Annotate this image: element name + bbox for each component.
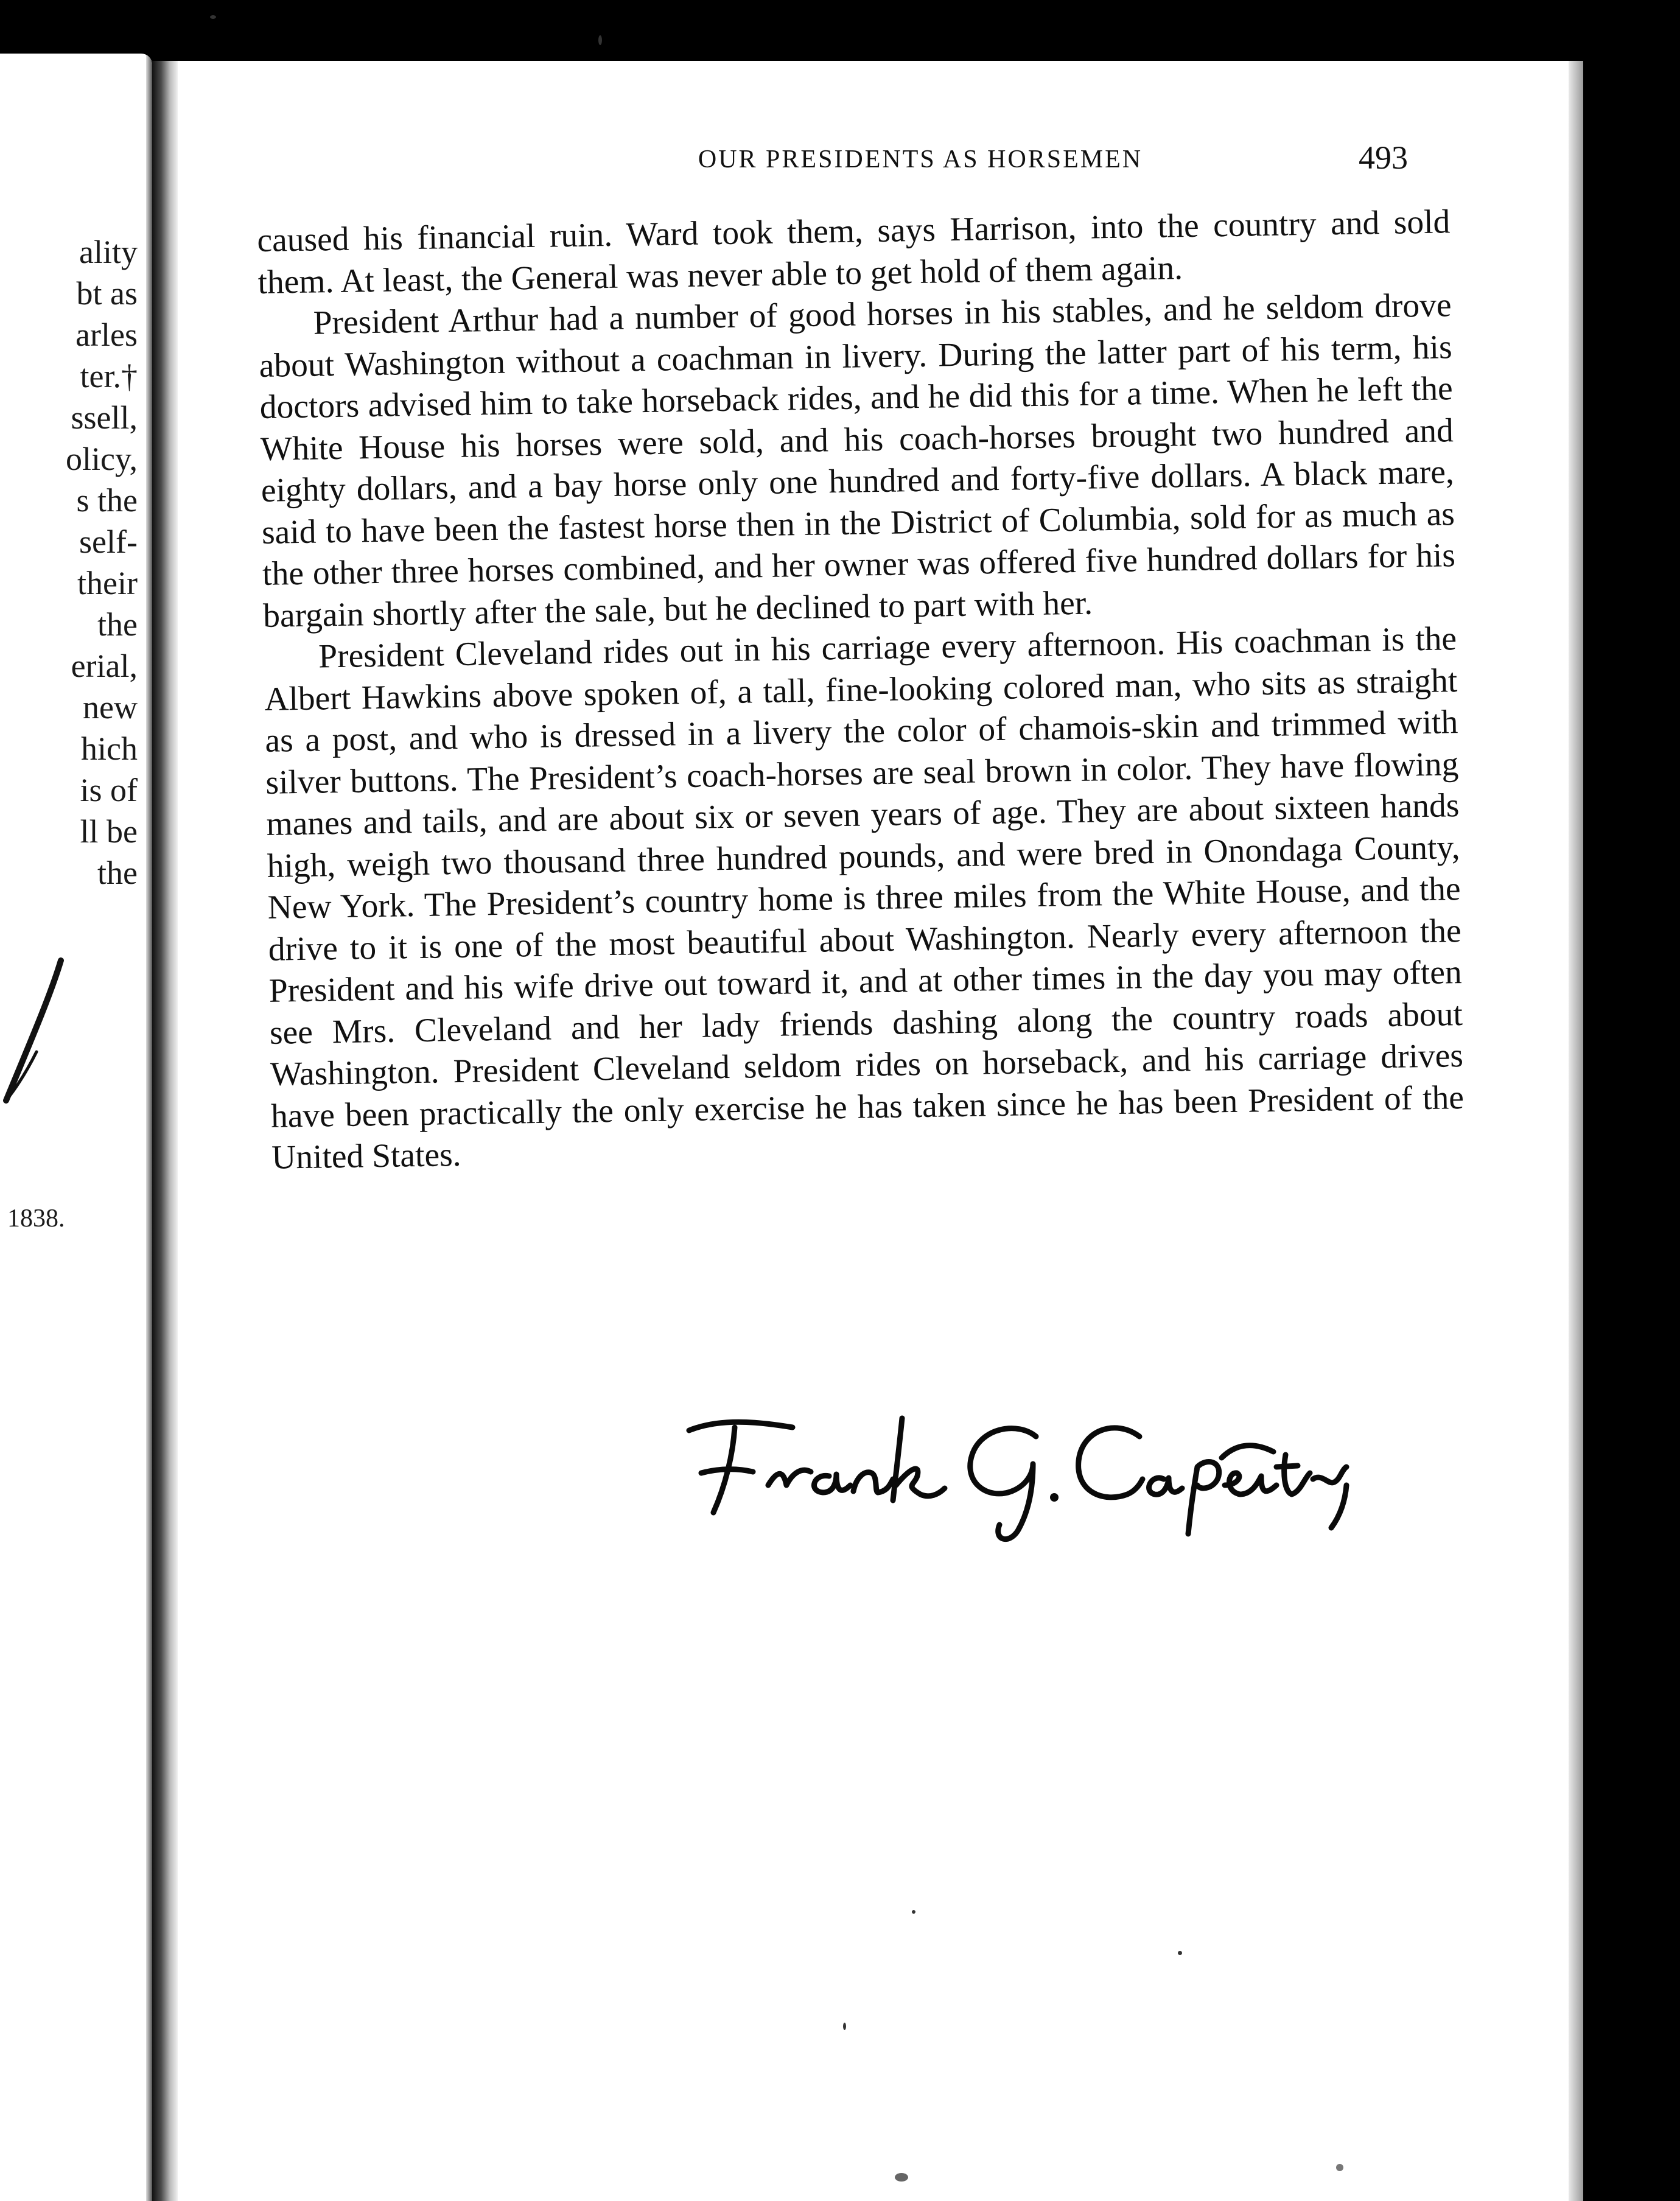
facing-page-line: new — [83, 689, 138, 726]
facing-page-line: ality — [79, 234, 138, 270]
paragraph-continued: caused his financial ruin. Ward took them, says Harrison, into the country and sold them. At least, the General was never able to get hold of them again. — [257, 203, 1451, 301]
facing-page-line: ssell, — [71, 399, 138, 436]
facing-page-line: arles — [75, 317, 138, 353]
facing-page-line: the — [97, 606, 138, 643]
facing-page-line: their — [77, 565, 138, 601]
facing-page-line: is of — [80, 772, 138, 808]
facing-page-line: ter.† — [80, 358, 138, 394]
author-signature — [677, 1394, 1359, 1552]
running-head: OUR PRESIDENTS AS HORSEMEN — [698, 145, 1143, 173]
facing-page-line: s the — [76, 482, 138, 519]
facing-page-fragment — [0, 54, 152, 2201]
facing-page-line: bt as — [76, 275, 138, 312]
paragraph-arthur: President Arthur had a number of good horses in his stables, and he seldom drove about Washington without a coachman in livery. During the latter part of his term, his doctors advised him to take horseback rides, and he did this for a time. When he left the White House his horses were sold, and his coach-horses brought two hundred and eighty dollars, and a bay horse only one hundred and forty-five dollars. A black mare, said to have been the fastest horse then in the District of Columbia, sold for as much as the other three horses combined, and her owner was offered five hundred dollars for his bargain shortly after the sale, but he declined to part with her. — [259, 287, 1456, 635]
book-page — [178, 61, 1569, 2201]
book-gutter — [152, 61, 178, 2201]
facing-page-line: erial, — [71, 648, 138, 684]
facing-page-line: self- — [79, 523, 138, 560]
page-number: 493 — [1359, 139, 1408, 176]
body-text — [257, 201, 1465, 1179]
facing-page-line: ll be — [80, 813, 138, 850]
facing-page-line: olicy, — [66, 441, 138, 477]
paragraph-cleveland: President Cleveland rides out in his carriage every afternoon. His coachman is the Albert Hawkins above spoken of, a tall, fine-looking colored man, who sits as straight as a post, and who is dressed in a livery the color of chamois-skin and trimmed with silver buttons. The President’s coach-horses are seal brown in color. They have flowing manes and tails, and are about six or seven years of age. They are about sixteen hands high, weigh two thousand three hundred pounds, and were bred in Onondaga County, New York. The President’s country home is three miles from the White House, and the drive to it is one of the most beautiful about Washington. Nearly every afternoon the President and his wife drive out toward it, and at other times in the day you may often see Mrs. Cleveland and her lady friends dashing along the country roads about Washington. President Cleveland seldom rides on horseback, and his carriage drives have been practically the only exercise he has taken since he has been President of the United States. — [264, 620, 1465, 1177]
handwriting-stroke-fragment — [0, 954, 73, 1113]
facing-page-date: 1838. — [7, 1205, 65, 1233]
page-edge — [1569, 61, 1583, 2201]
facing-page-edge — [146, 54, 152, 2201]
facing-page-line: hich — [81, 730, 138, 767]
facing-page-line: the — [97, 855, 138, 891]
